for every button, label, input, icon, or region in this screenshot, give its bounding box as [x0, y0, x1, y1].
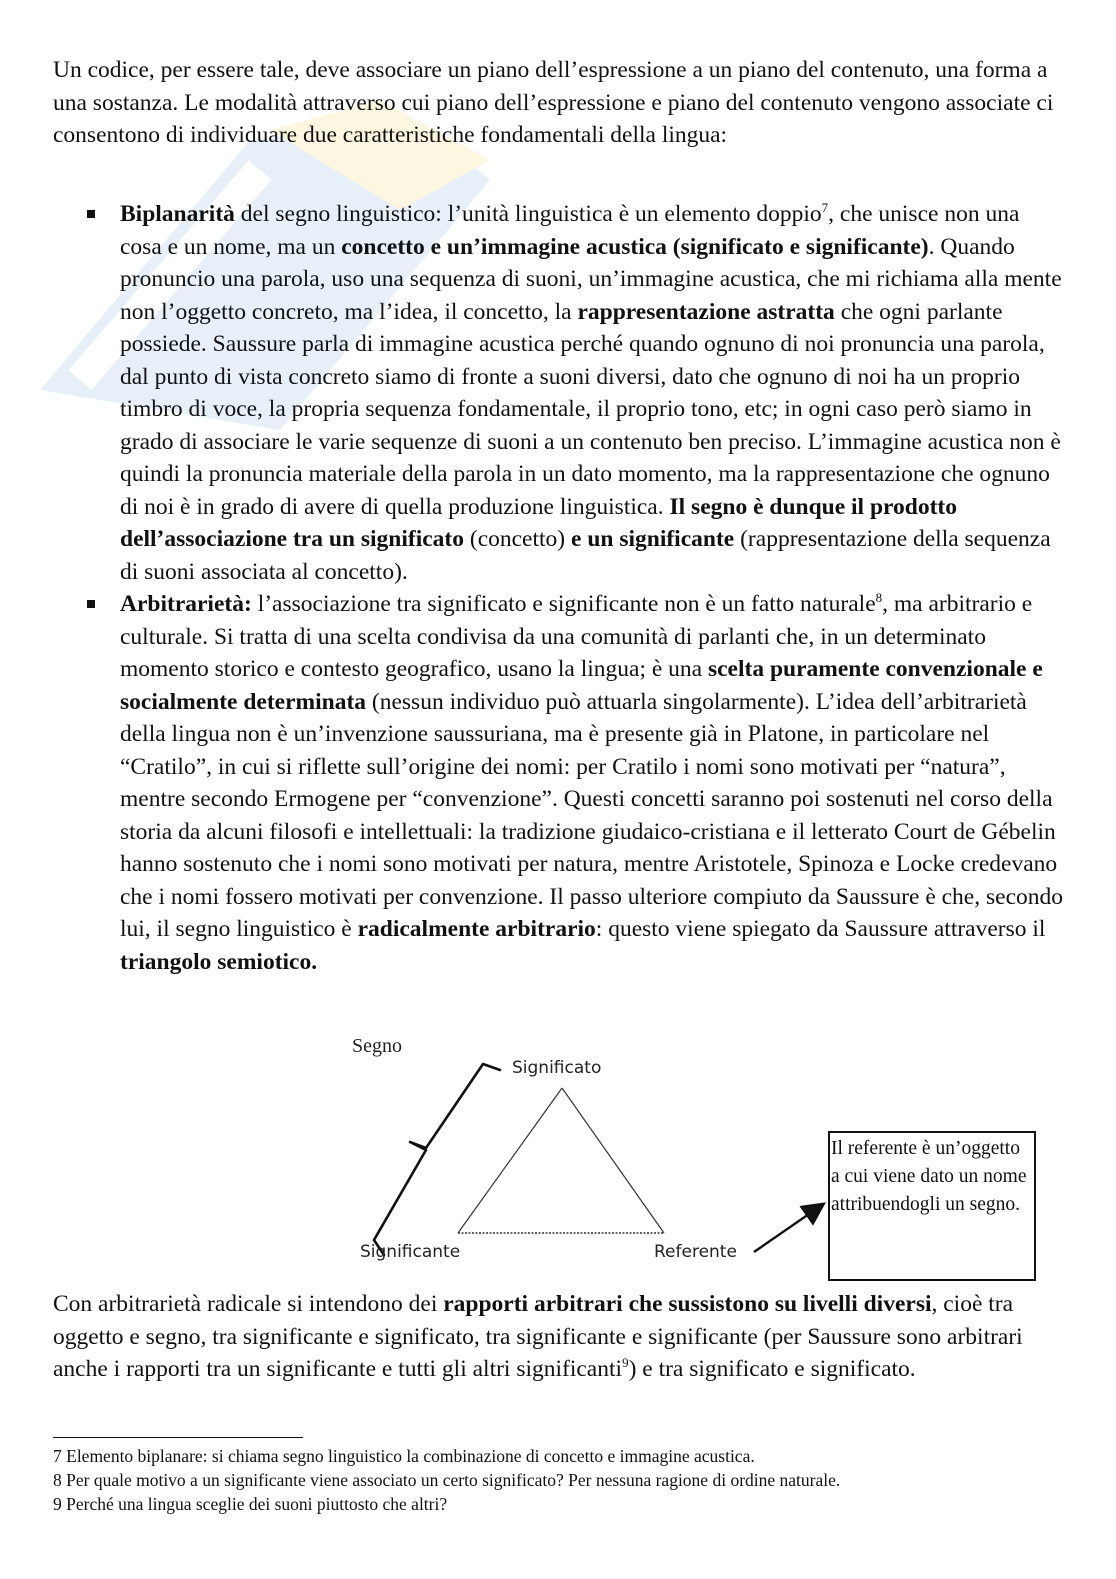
triangle-left-side	[458, 1088, 562, 1233]
label-significato: Significato	[512, 1058, 602, 1078]
footnote-8: 8 Per quale motivo a un significante viene associato un certo significato? Per nessuna ragione di ordine naturale.	[53, 1470, 841, 1490]
list-item-arbitrarieta: Arbitrarietà: l’associazione tra significato e significante non è un fatto naturale$^8$, ma arbitrario e culturale. Si tratta di una scelta condivisa da una comunità di parlanti che, in un determinato momento storico e contesto geografico, usano la lingua; è una scelta puramente convenzionale e socialmente determinata (nessun individuo può attuarla singolarmente). L’idea dell’arbitrarietà della lingua non è un’invenzione saussuriana, ma è presente già in Platone, in particolare nel “Cratilo”, in cui si riflette sull’origine dei nomi: per Cratilo i nomi sono motivati per “natura”, mentre secondo Ermogene per “convenzione”. Questi concetti saranno poi sostenuti nel corso della storia da alcuni filosofi e intellettuali: la tradizione giudaico-cristiana e il letterato Court de Gébelin hanno sostenuto che i nomi sono motivati per natura, mentre Aristotele, Spinoza e Locke credevano che i nomi fossero motivati per convenzione. Il passo ulteriore compiuto da Saussure è che, secondo lui, il segno linguistico è radicalmente arbitrario: questo viene spiegato da Saussure attraverso il triangolo semiotico.	[120, 588, 1065, 978]
segno-brace	[374, 1064, 500, 1255]
label-segno: Segno	[352, 1035, 402, 1057]
footnote-ref-8: 8	[875, 590, 883, 606]
closing-paragraph: Con arbitrarietà radicale si intendono dei rapporti arbitrari che sussistono su livelli diversi, cioè tra oggetto e segno, tra significante e significato, tra significante e significante (per Saussure sono arbitrari anche i rapporti tra un significante e tutti gli altri significanti$^9$) e tra significato e significato.	[53, 1291, 1023, 1382]
referente-note-box: Il referente è un’oggetto a cui viene dato un nome attribuendogli un segno.	[828, 1131, 1036, 1281]
footnote-ref-7: 7	[821, 200, 829, 216]
footnotes	[53, 1444, 1065, 1516]
bullet-square-icon	[87, 210, 95, 218]
footnote-ref-9: 9	[622, 1355, 629, 1371]
footnote-7: 7 Elemento biplanare: si chiama segno linguistico la combinazione di concetto e immagine acustica.	[53, 1446, 755, 1466]
label-significante: Significante	[360, 1242, 461, 1262]
bullet-square-icon	[87, 600, 95, 608]
label-referente: Referente	[654, 1242, 737, 1262]
term-arbitrarieta: Arbitrarietà:	[120, 591, 252, 617]
intro-paragraph: Un codice, per essere tale, deve associare un piano dell’espressione a un piano del contenuto, una forma a una sostanza. Le modalità attraverso cui piano dell’espressione e piano del contenuto vengono associate ci consentono di individuare due caratteristiche fondamentali della lingua:	[53, 57, 1054, 148]
list-item-biplanarita: Biplanarità del segno linguistico: l’unità linguistica è un elemento doppio$^7$, che unisce non una cosa e un nome, ma un concetto e un’immagine acustica (significato e significante). Quando pronuncio una parola, uso una sequenza di suoni, un’immagine acustica, che mi richiama alla mente non l’oggetto concreto, ma l’idea, il concetto, la rappresentazione astratta che ogni parlante possiede. Saussure parla di immagine acustica perché quando ognuno di noi pronuncia una parola, dal punto di vista concreto siamo di fronte a suoni diversi, dato che ognuno di noi ha un proprio timbro di voce, la propria sequenza fondamentale, il proprio tono, etc; in ogni caso però siamo in grado di associare le varie sequenze di suoni a un contenuto ben preciso. L’immagine acustica non è quindi la pronuncia materiale della parola in un dato momento, ma la rappresentazione che ognuno di noi è in grado di avere di quella produzione linguistica. Il segno è dunque il prodotto dell’associazione tra un significato (concetto) e un significante (rappresentazione della sequenza di suoni associata al concetto).	[120, 198, 1065, 588]
term-biplanarita: Biplanarità	[120, 201, 235, 227]
footnote-divider	[53, 1437, 303, 1438]
semiotic-triangle-diagram	[340, 1030, 1060, 1292]
triangle-right-side	[562, 1088, 664, 1233]
referente-arrow	[754, 1205, 822, 1252]
footnote-9: 9 Perché una lingua sceglie dei suoni piuttosto che altri?	[53, 1494, 448, 1514]
characteristics-list	[120, 198, 1065, 978]
